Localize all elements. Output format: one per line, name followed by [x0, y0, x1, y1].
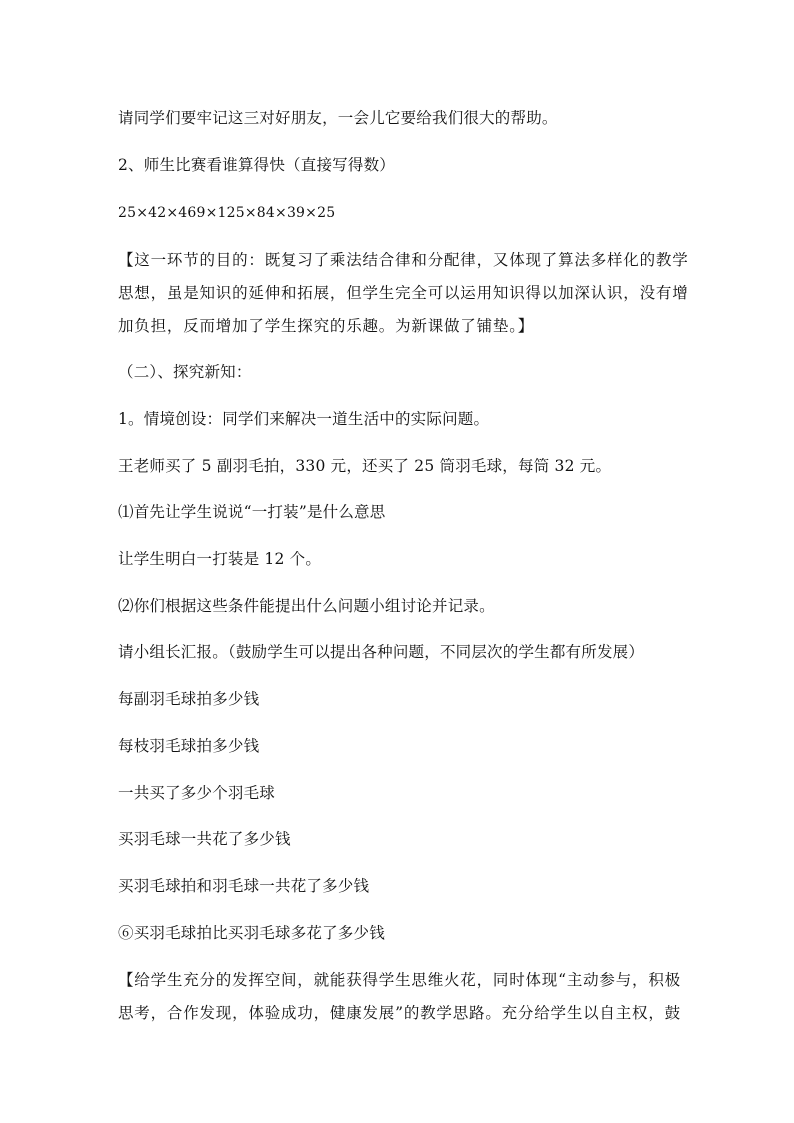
list-item: ⑥买羽毛球拍比买羽毛球多花了多少钱	[118, 924, 385, 942]
list-item: 一共买了多少个羽毛球	[118, 784, 276, 802]
text-line: ⑵你们根据这些条件能提出什么问题小组讨论并记录。	[118, 597, 495, 615]
text-line: 请同学们要牢记这三对好朋友，一会儿它要给我们很大的帮助。	[118, 109, 558, 127]
section-heading: 2、师生比赛看谁算得快（直接写得数）	[118, 156, 395, 174]
text-line: 请小组长汇报。（鼓励学生可以提出各种问题，不同层次的学生都有所发展）	[118, 643, 645, 661]
list-item: 买羽毛球一共花了多少钱	[118, 830, 291, 848]
list-item: 每枝羽毛球拍多少钱	[118, 737, 260, 755]
text-line: ⑴首先让学生说说“一打装”是什么意思	[118, 503, 386, 521]
note-line: 加负担，反而增加了学生探究的乐趣。为新课做了铺垫。】	[118, 317, 535, 335]
note-line: 【这一环节的目的：既复习了乘法结合律和分配律，又体现了算法多样化的教学	[118, 251, 689, 269]
note-line: 【给学生充分的发挥空间，就能获得学生思维火花，同时体现“主动参与，积极	[118, 971, 681, 989]
list-item: 买羽毛球拍和羽毛球一共花了多少钱	[118, 877, 370, 895]
text-line: 王老师买了 5 副羽毛拍，330 元，还买了 25 筒羽毛球，每筒 32 元。	[118, 457, 612, 475]
note-line: 思想，虽是知识的延伸和拓展，但学生完全可以运用知识得以加深认识，没有增	[118, 284, 689, 302]
text-line: 让学生明白一打装是 12 个。	[118, 550, 322, 568]
text-line: 1。情境创设：同学们来解决一道生活中的实际问题。	[118, 410, 490, 428]
list-item: 每副羽毛球拍多少钱	[118, 690, 260, 708]
note-line: 思考，合作发现，体验成功，健康发展”的教学思路。充分给学生以自主权，鼓	[118, 1004, 681, 1022]
calculation-expression: 25×42×469×125×84×39×25	[118, 205, 336, 221]
section-heading: （二）、探究新知：	[118, 363, 252, 381]
